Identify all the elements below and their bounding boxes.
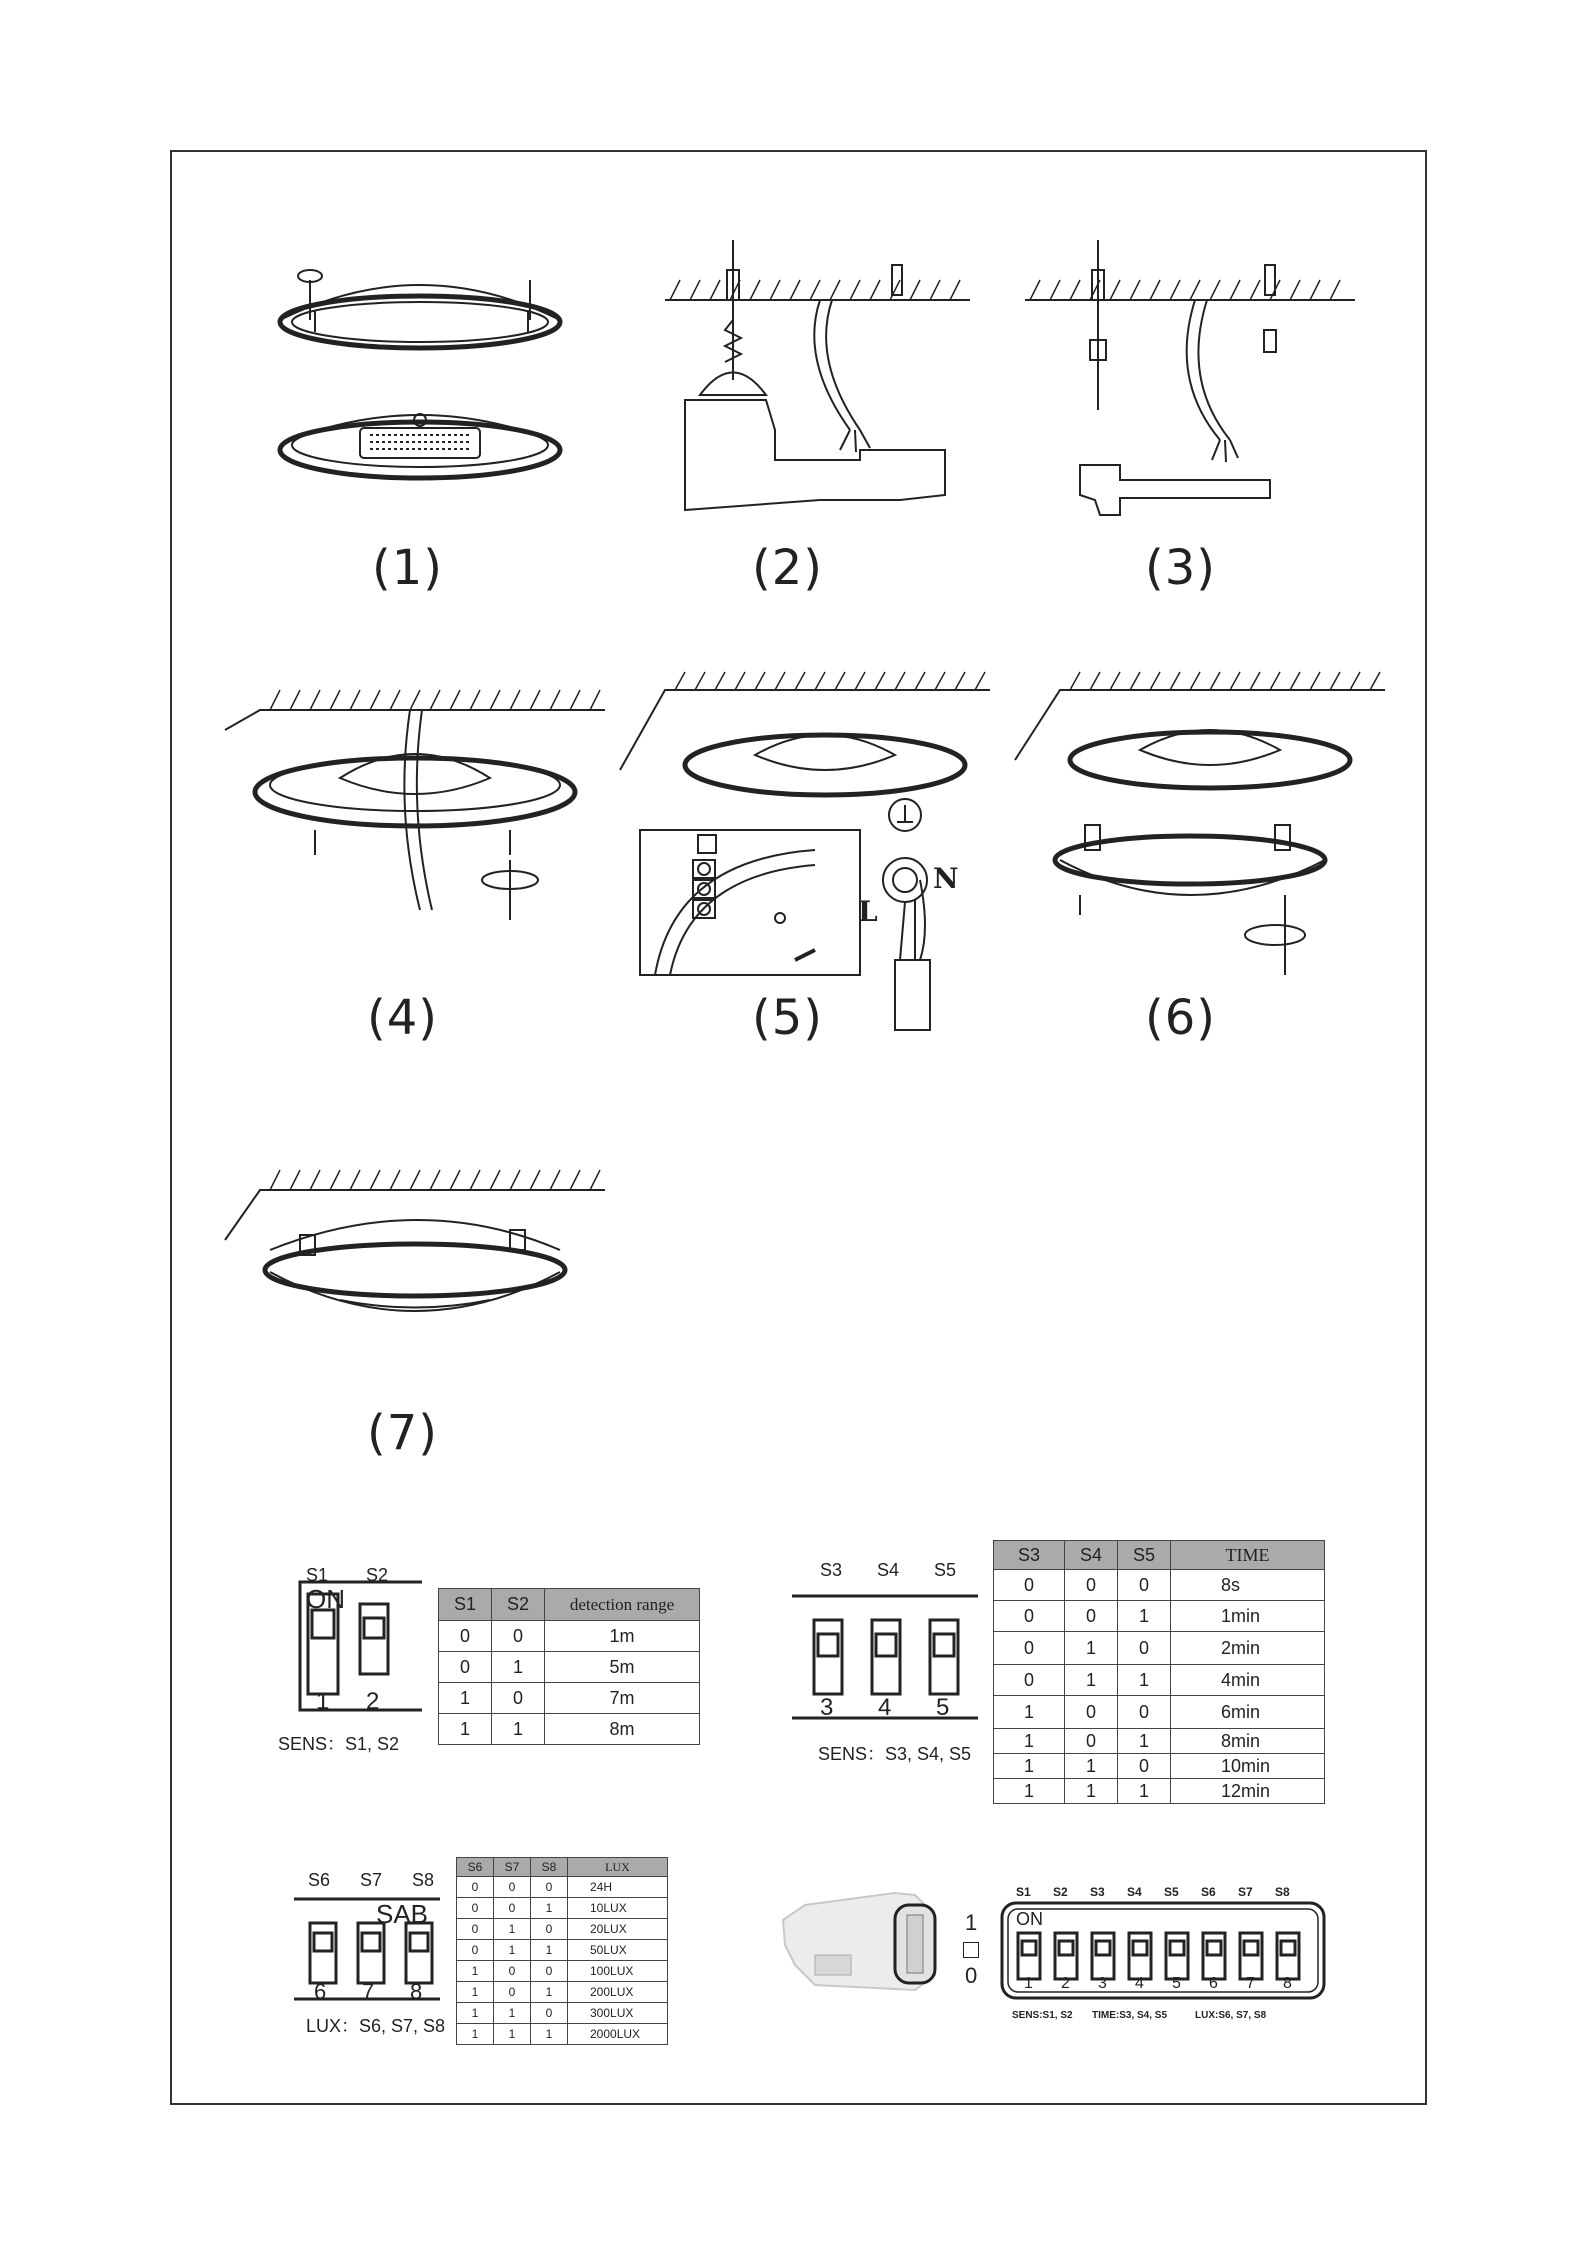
lux-table — [456, 1857, 668, 2045]
sens-header-s2: S2 — [492, 1589, 545, 1621]
lux-number-7: 7 — [362, 1979, 375, 2004]
step-2-illustration — [660, 230, 980, 520]
time-number-5: 5 — [936, 1694, 950, 1721]
table-cell: 0 — [494, 1982, 531, 2003]
table-cell: 1 — [531, 2024, 568, 2045]
dip-number-5: 5 — [1172, 1975, 1181, 1992]
table-cell: 200LUX — [568, 1982, 668, 2003]
table-cell: 0 — [494, 1877, 531, 1898]
table-cell: 1 — [1118, 1779, 1171, 1804]
time-caption: SENS：S3, S4, S5 — [818, 1744, 972, 1764]
table-cell: 1m — [545, 1621, 700, 1652]
table-cell: 0 — [994, 1665, 1065, 1696]
dip-label-s5: S5 — [1164, 1885, 1179, 1899]
table-cell: 1 — [994, 1696, 1065, 1729]
table-cell: 1 — [457, 2024, 494, 2045]
table-cell: 0 — [531, 1877, 568, 1898]
table-cell: 0 — [457, 1898, 494, 1919]
table-cell: 300LUX — [568, 2003, 668, 2024]
table-cell: 0 — [1118, 1754, 1171, 1779]
table-cell: 4min — [1171, 1665, 1325, 1696]
table-cell: 0 — [994, 1601, 1065, 1632]
table-cell: 1 — [492, 1652, 545, 1683]
table-cell: 1 — [531, 1898, 568, 1919]
table-cell: 0 — [439, 1621, 492, 1652]
table-cell: 0 — [531, 1919, 568, 1940]
step-1-illustration — [260, 260, 580, 500]
table-cell: 0 — [1118, 1696, 1171, 1729]
table-cell: 8min — [1171, 1729, 1325, 1754]
table-cell: 1 — [1065, 1779, 1118, 1804]
step-1-label: (1) — [372, 540, 443, 596]
table-cell: 1 — [494, 2024, 531, 2045]
table-cell: 1min — [1171, 1601, 1325, 1632]
lux-number-6: 6 — [314, 1979, 327, 2004]
table-cell: 8m — [545, 1714, 700, 1745]
table-cell: 10LUX — [568, 1898, 668, 1919]
table-cell: 1 — [1118, 1729, 1171, 1754]
table-cell: 0 — [994, 1570, 1065, 1601]
table-cell: 1 — [1065, 1632, 1118, 1665]
dip-label-s8: S8 — [1275, 1885, 1290, 1899]
step-7-label: (7) — [367, 1405, 438, 1461]
table-cell: 1 — [994, 1729, 1065, 1754]
table-cell: 6min — [1171, 1696, 1325, 1729]
table-cell: 1 — [994, 1754, 1065, 1779]
table-cell: 0 — [994, 1632, 1065, 1665]
table-cell: 7m — [545, 1683, 700, 1714]
sens-number-1: 1 — [316, 1688, 330, 1715]
dip-number-6: 6 — [1209, 1975, 1218, 1992]
table-cell: 1 — [1118, 1665, 1171, 1696]
table-cell: 0 — [439, 1652, 492, 1683]
table-cell: 1 — [1065, 1754, 1118, 1779]
dip-label-s6: S6 — [1201, 1885, 1216, 1899]
dip-label-s1: S1 — [1016, 1885, 1031, 1899]
dip-number-4: 4 — [1135, 1975, 1144, 1992]
module-side-label-1: 1 — [965, 1910, 978, 1935]
live-wire-label: L — [858, 895, 878, 928]
lux-header-s6: S6 — [457, 1858, 494, 1877]
dip-label-s4: S4 — [1127, 1885, 1142, 1899]
lux-header-lux: LUX — [568, 1858, 668, 1877]
table-cell: 0 — [494, 1898, 531, 1919]
sens-label-s1: S1 — [306, 1565, 329, 1585]
time-table — [993, 1540, 1325, 1804]
table-cell: 1 — [1118, 1601, 1171, 1632]
sens-table — [438, 1588, 700, 1745]
step-4-label: (4) — [367, 990, 438, 1046]
module-side-label-0: 0 — [965, 1963, 978, 1988]
dip-on-label: ON — [1016, 1909, 1043, 1929]
dip-number-1: 1 — [1024, 1975, 1033, 1992]
table-cell: 1 — [492, 1714, 545, 1745]
table-cell: 1 — [439, 1714, 492, 1745]
sens-header-s1: S1 — [439, 1589, 492, 1621]
time-label-s5: S5 — [934, 1560, 957, 1580]
table-cell: 1 — [494, 1940, 531, 1961]
time-header-time: TIME — [1171, 1541, 1325, 1570]
table-cell: 0 — [1118, 1632, 1171, 1665]
table-cell: 0 — [531, 2003, 568, 2024]
lux-header-s7: S7 — [494, 1858, 531, 1877]
dip-label-s3: S3 — [1090, 1885, 1105, 1899]
table-cell: 0 — [1065, 1601, 1118, 1632]
table-cell: 0 — [494, 1961, 531, 1982]
table-cell: 8s — [1171, 1570, 1325, 1601]
table-cell: 0 — [492, 1621, 545, 1652]
step-6-illustration — [1010, 670, 1390, 980]
table-cell: 1 — [439, 1683, 492, 1714]
lux-label-s6: S6 — [308, 1870, 331, 1890]
step-7-illustration — [220, 1150, 610, 1380]
dip-switch-8way — [998, 1885, 1328, 2005]
table-cell: 0 — [457, 1940, 494, 1961]
time-label-s4: S4 — [877, 1560, 900, 1580]
dip-caption-sens: SENS:S1, S2 — [1012, 2010, 1073, 2021]
sens-header-range: detection range — [545, 1589, 700, 1621]
table-cell: 1 — [457, 1961, 494, 1982]
dip-number-3: 3 — [1098, 1975, 1107, 1992]
step-3-label: (3) — [1145, 540, 1216, 596]
sens-caption: SENS：S1, S2 — [278, 1734, 400, 1754]
step-6-label: (6) — [1145, 990, 1216, 1046]
table-cell: 0 — [492, 1683, 545, 1714]
lux-switch-diagram — [292, 1895, 442, 2005]
dip-number-7: 7 — [1246, 1975, 1255, 1992]
table-cell: 24H — [568, 1877, 668, 1898]
step-3-illustration — [1020, 230, 1360, 520]
neutral-wire-label: N — [933, 862, 959, 895]
time-number-3: 3 — [820, 1694, 834, 1721]
lux-number-8: 8 — [410, 1979, 423, 2004]
table-cell: 5m — [545, 1652, 700, 1683]
table-cell: 1 — [531, 1982, 568, 2003]
table-cell: 1 — [494, 1919, 531, 1940]
lux-header-s8: S8 — [531, 1858, 568, 1877]
table-cell: 2min — [1171, 1632, 1325, 1665]
time-header-s3: S3 — [994, 1541, 1065, 1570]
dip-caption-lux: LUX:S6, S7, S8 — [1195, 2010, 1267, 2021]
lux-brand-label: SAB — [376, 1899, 429, 1929]
sens-switch-diagram — [292, 1570, 432, 1720]
lux-caption: LUX：S6, S7, S8 — [306, 2016, 446, 2036]
table-cell: 0 — [1065, 1729, 1118, 1754]
table-cell: 0 — [1065, 1696, 1118, 1729]
table-cell: 2000LUX — [568, 2024, 668, 2045]
time-number-4: 4 — [878, 1694, 892, 1721]
time-label-s3: S3 — [820, 1560, 843, 1580]
dip-caption-time: TIME:S3, S4, S5 — [1092, 2010, 1168, 2021]
table-cell: 50LUX — [568, 1940, 668, 1961]
dip-number-2: 2 — [1061, 1975, 1070, 1992]
table-cell: 10min — [1171, 1754, 1325, 1779]
table-cell: 0 — [457, 1919, 494, 1940]
table-cell: 1 — [994, 1779, 1065, 1804]
time-header-s4: S4 — [1065, 1541, 1118, 1570]
table-cell: 100LUX — [568, 1961, 668, 1982]
step-4-illustration — [220, 670, 610, 930]
table-cell: 1 — [531, 1940, 568, 1961]
table-cell: 0 — [1118, 1570, 1171, 1601]
table-cell: 20LUX — [568, 1919, 668, 1940]
lux-label-s8: S8 — [412, 1870, 435, 1890]
table-cell: 0 — [1065, 1570, 1118, 1601]
table-cell: 12min — [1171, 1779, 1325, 1804]
sens-number-2: 2 — [366, 1688, 380, 1715]
table-cell: 0 — [457, 1877, 494, 1898]
table-cell: 1 — [457, 1982, 494, 2003]
table-cell: 1 — [1065, 1665, 1118, 1696]
table-cell: 1 — [457, 2003, 494, 2024]
sens-on-label: ON — [306, 1584, 345, 1614]
dip-label-s2: S2 — [1053, 1885, 1068, 1899]
table-cell: 1 — [494, 2003, 531, 2024]
sens-label-s2: S2 — [366, 1565, 389, 1585]
table-cell: 0 — [531, 1961, 568, 1982]
dip-number-8: 8 — [1283, 1975, 1292, 1992]
step-5-label: (5) — [752, 990, 823, 1046]
time-header-s5: S5 — [1118, 1541, 1171, 1570]
lux-label-s7: S7 — [360, 1870, 383, 1890]
sensor-module-photo — [775, 1885, 945, 1995]
time-switch-diagram — [790, 1590, 980, 1730]
module-side-square-icon — [963, 1942, 979, 1958]
step-2-label: (2) — [752, 540, 823, 596]
dip-label-s7: S7 — [1238, 1885, 1253, 1899]
